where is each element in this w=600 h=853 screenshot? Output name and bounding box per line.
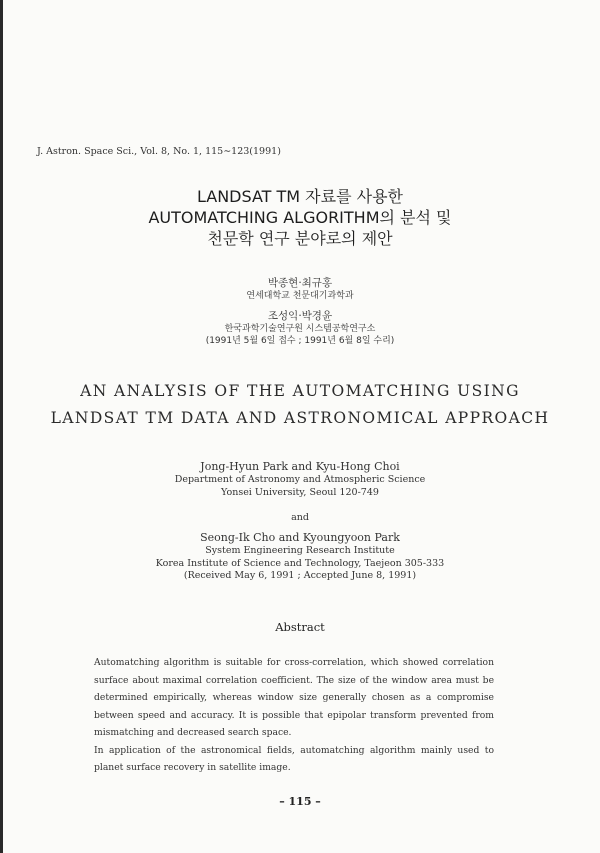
english-parent-institute: Korea Institute of Science and Technology, Taejeon 305-333: [155, 557, 445, 569]
korean-title-line-2: AUTOMATCHING ALGORITHM의 분석 및: [148, 208, 452, 227]
korean-title-line-1: LANDSAT TM 자료를 사용한: [196, 187, 404, 206]
english-authors-1: [0, 460, 600, 499]
korean-affiliation-2: 한국과학기술연구원 시스템공학연구소: [224, 324, 376, 334]
english-title-line-1: AN ANALYSIS OF THE AUTOMATCHING USING: [80, 382, 520, 400]
english-institute: System Engineering Research Institute: [205, 545, 395, 556]
english-university: Yonsei University, Seoul 120-749: [221, 486, 379, 498]
korean-author-names-1: 박종현·최규홍: [267, 277, 333, 289]
english-department: Department of Astronomy and Atmospheric Science: [174, 474, 426, 485]
english-title-line-2: LANDSAT TM DATA AND ASTRONOMICAL APPROACH: [50, 409, 550, 427]
english-author-names-1: Jong-Hyun Park and Kyu-Hong Choi: [200, 460, 400, 473]
english-author-names-2: Seong-Ik Cho and Kyoungyoon Park: [200, 531, 400, 544]
abstract-body: [94, 654, 494, 777]
korean-affiliation-1: 연세대학교 천문대기과학과: [246, 291, 354, 301]
korean-authors-1: [0, 276, 600, 302]
korean-title-line-3: 천문학 연구 분야로의 제안: [207, 229, 393, 248]
korean-received-date: (1991년 5월 6일 접수 ; 1991년 6월 8일 수리): [205, 336, 395, 346]
korean-author-names-2: 조성익·박경윤: [267, 310, 333, 322]
abstract-paragraph-1: Automatching algorithm is suitable for cross-correlation, which showed correlation surface about maximal correlation coefficient. The size of the window area must be determined empirically, whereas window size generally chosen as a compromise between speed and accuracy. It is possible that epipolar transform prevented from mismatching and decreased search space.: [94, 657, 494, 738]
english-authors-2: [0, 531, 600, 583]
abstract-heading: Abstract: [275, 620, 325, 634]
abstract-paragraph-2: In application of the astronomical fields, automatching algorithm mainly used to planet surface recovery in satellite image.: [94, 744, 494, 773]
english-title: [0, 378, 600, 432]
korean-authors-2: [0, 309, 600, 347]
and-separator: and: [291, 512, 309, 523]
page-number: – 115 –: [279, 795, 321, 808]
english-received-date: (Received May 6, 1991 ; Accepted June 8, 1991): [183, 570, 417, 581]
journal-citation: J. Astron. Space Sci., Vol. 8, No. 1, 115∼123(1991): [37, 146, 281, 157]
korean-title: [0, 186, 600, 249]
